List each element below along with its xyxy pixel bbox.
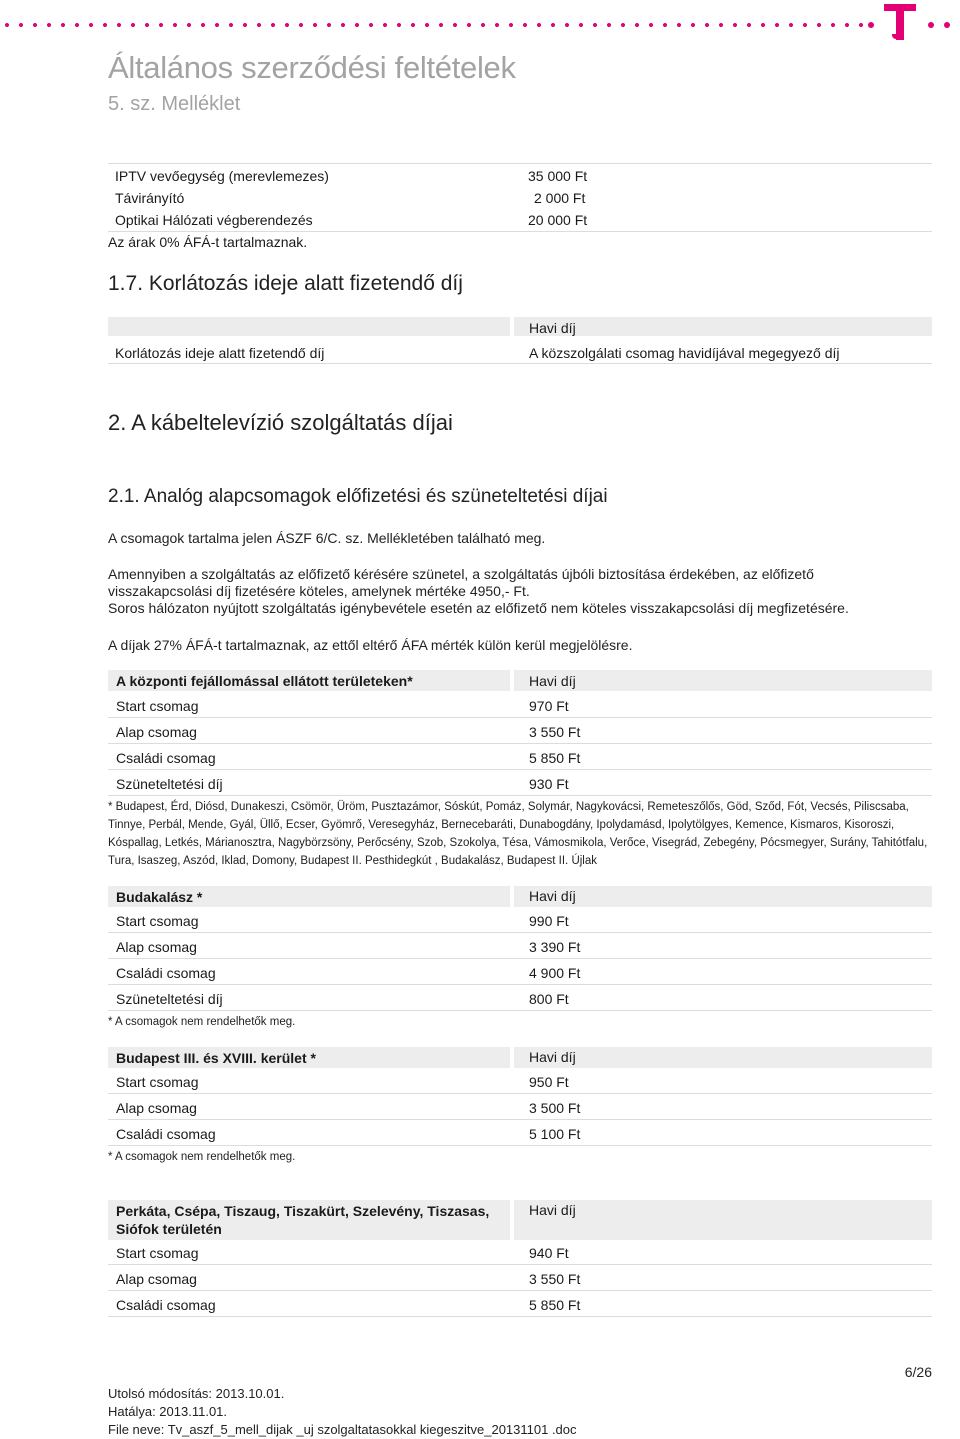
document-title: Általános szerződési feltételek xyxy=(108,50,516,85)
package-name: Alap csomag xyxy=(116,939,197,955)
table-header-band xyxy=(514,886,932,907)
paragraph: Soros hálózaton nyújtott szolgáltatás igénybevétele esetén az előfizető nem köteles visszakapcsolási díj megfizetésére. xyxy=(108,600,849,616)
divider xyxy=(108,717,932,718)
footnote: Tinnye, Perbál, Mende, Gyál, Üllő, Ecser, Gyömrő, Veresegyház, Bernecebaráti, Dunabogdány, Ipolydamásd, Ipolytölgyes, Kemence, Kismaros, Kisoroszi, xyxy=(108,819,895,831)
package-name: Alap csomag xyxy=(116,1100,197,1116)
divider xyxy=(108,1119,932,1120)
table-header-band xyxy=(514,1047,932,1068)
row-label: Korlátozás ideje alatt fizetendő díj xyxy=(115,345,325,361)
package-price: 3 390 Ft xyxy=(529,939,581,955)
table-header: Perkáta, Csépa, Tiszaug, Tiszakürt, Szelevény, Tiszasas, xyxy=(116,1203,490,1219)
section-heading: 2. A kábeltelevízió szolgáltatás díjai xyxy=(108,410,453,435)
package-name: Start csomag xyxy=(116,1245,199,1261)
package-price: 930 Ft xyxy=(529,776,569,792)
footnote: Tura, Isaszeg, Aszód, Iklad, Domony, Budapest II. Pesthidegkút , Budakalász, Budapest II. Újlak xyxy=(108,855,598,867)
row-value: A közszolgálati csomag havidíjával megegyező díj xyxy=(529,345,840,361)
brand-dot xyxy=(928,22,934,28)
brand-dot xyxy=(868,22,874,28)
table-header: Budapest III. és XVIII. kerület * xyxy=(116,1050,316,1066)
package-price: 5 850 Ft xyxy=(529,1297,581,1313)
package-name: Családi csomag xyxy=(116,965,216,981)
package-name: Start csomag xyxy=(116,1074,199,1090)
divider xyxy=(108,932,932,933)
divider xyxy=(108,769,932,770)
vat-note: Az árak 0% ÁFÁ-t tartalmaznak. xyxy=(108,234,308,250)
subsection-heading: 2.1. Analóg alapcsomagok előfizetési és szüneteltetési díjai xyxy=(108,486,608,507)
vat-note: A díjak 27% ÁFÁ-t tartalmaznak, az ettől eltérő ÁFA mérték külön kerül megjelölésre. xyxy=(108,637,633,653)
brand-dot xyxy=(944,22,950,28)
package-name: Családi csomag xyxy=(116,750,216,766)
table-header: Budakalász * xyxy=(116,889,203,905)
device-label: Optikai Hálózati végberendezés xyxy=(115,212,313,228)
table-header-band xyxy=(514,670,932,691)
divider xyxy=(108,231,932,232)
divider xyxy=(108,1290,932,1291)
column-header: Havi díj xyxy=(529,888,576,904)
table-header: A központi fejállomással ellátott területeken* xyxy=(116,673,413,689)
package-name: Alap csomag xyxy=(116,724,197,740)
package-name: Szüneteltetési díj xyxy=(116,991,223,1007)
divider xyxy=(108,363,932,364)
paragraph: visszakapcsolási díj fizetésére köteles, amelynek mértéke 4950,- Ft. xyxy=(108,583,530,599)
divider xyxy=(108,1145,932,1146)
column-header: Havi díj xyxy=(529,1049,576,1065)
document-subtitle: 5. sz. Melléklet xyxy=(108,93,241,115)
device-price: 20 000 Ft xyxy=(528,212,588,228)
divider xyxy=(108,743,932,744)
package-price: 3 550 Ft xyxy=(529,1271,581,1287)
package-name: Családi csomag xyxy=(116,1126,216,1142)
package-price: 800 Ft xyxy=(529,991,569,1007)
package-price: 5 100 Ft xyxy=(529,1126,581,1142)
package-price: 970 Ft xyxy=(529,698,569,714)
column-header: Havi díj xyxy=(529,1202,576,1218)
package-price: 4 900 Ft xyxy=(529,965,581,981)
device-price: 35 000 Ft xyxy=(528,168,588,184)
footer-effective: Hatálya: 2013.11.01. xyxy=(108,1404,228,1419)
table-header-band xyxy=(514,317,932,336)
footnote: * A csomagok nem rendelhetők meg. xyxy=(108,1151,296,1163)
package-name: Szüneteltetési díj xyxy=(116,776,223,792)
intro-text: A csomagok tartalma jelen ÁSZF 6/C. sz. Mellékletében található meg. xyxy=(108,530,546,546)
footnote: * A csomagok nem rendelhetők meg. xyxy=(108,1016,296,1028)
package-price: 940 Ft xyxy=(529,1245,569,1261)
divider xyxy=(108,163,932,164)
telekom-logo-icon xyxy=(884,4,916,42)
package-price: 3 550 Ft xyxy=(529,724,581,740)
table-header-band xyxy=(514,1200,932,1240)
package-name: Start csomag xyxy=(116,698,199,714)
package-price: 950 Ft xyxy=(529,1074,569,1090)
divider xyxy=(108,958,932,959)
divider xyxy=(108,795,932,796)
table-header-band xyxy=(108,317,510,336)
section-heading: 1.7. Korlátozás ideje alatt fizetendő díj xyxy=(108,272,463,295)
footnote: Kóspallag, Letkés, Márianosztra, Nagybörzsöny, Perőcsény, Szob, Szokolya, Tésa, Vámosmikola, Verőce, Visegrád, Zebegény, Pócsmegyer, Surány, Tahitótfalu, xyxy=(108,837,928,849)
footnote: * Budapest, Érd, Diósd, Dunakeszi, Csömör, Üröm, Pusztazámor, Sóskút, Pomáz, Solymár, Nagykovácsi, Remeteszőlős, Göd, Sződ, Fót, Vecsés, Piliscsaba, xyxy=(108,801,909,813)
paragraph: Amennyiben a szolgáltatás az előfizető kérésére szünetel, a szolgáltatás újbóli biztosítása érdekében, az előfizető xyxy=(108,566,814,582)
page-number: 6/26 xyxy=(904,1364,932,1380)
package-name: Alap csomag xyxy=(116,1271,197,1287)
package-price: 5 850 Ft xyxy=(529,750,581,766)
table-header: Siófok területén xyxy=(116,1221,222,1237)
divider xyxy=(108,1010,932,1011)
divider xyxy=(108,984,932,985)
column-header: Havi díj xyxy=(529,320,576,336)
device-price: 2 000 Ft xyxy=(534,190,586,206)
device-label: IPTV vevőegység (merevlemezes) xyxy=(115,168,329,184)
footer-modified: Utolsó módosítás: 2013.10.01. xyxy=(108,1386,285,1401)
divider xyxy=(108,1093,932,1094)
column-header: Havi díj xyxy=(529,673,576,689)
device-label: Távirányító xyxy=(115,190,185,206)
package-price: 990 Ft xyxy=(529,913,569,929)
package-price: 3 500 Ft xyxy=(529,1100,581,1116)
package-name: Családi csomag xyxy=(116,1297,216,1313)
brand-dot-line xyxy=(0,22,870,28)
footer-filename: File neve: Tv_aszf_5_mell_dijak _uj szolgaltatasokkal kiegeszitve_20131101 .doc xyxy=(108,1422,577,1437)
divider xyxy=(108,1264,932,1265)
package-name: Start csomag xyxy=(116,913,199,929)
divider xyxy=(108,1316,932,1317)
